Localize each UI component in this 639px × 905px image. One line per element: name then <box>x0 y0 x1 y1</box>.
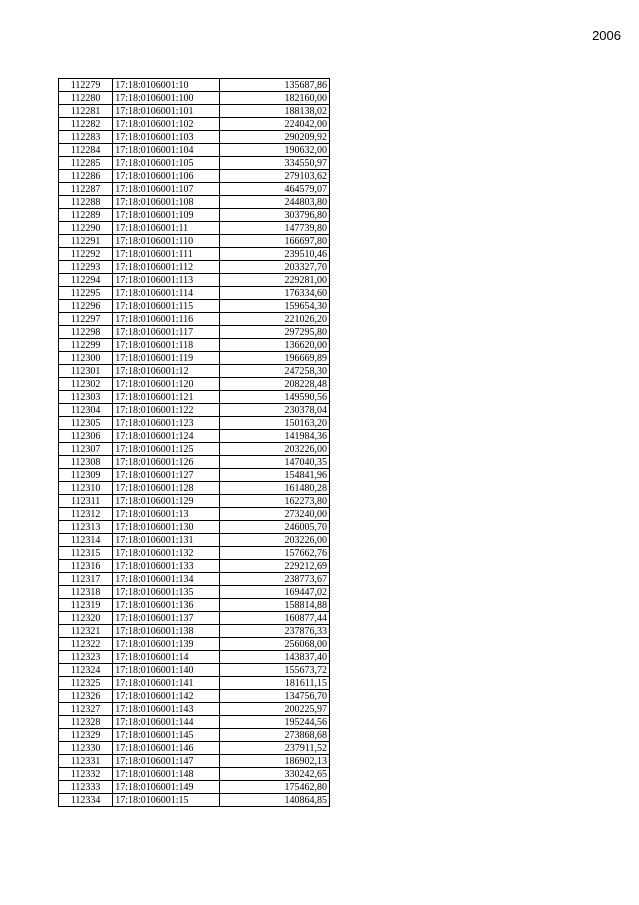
cadastral-number-cell: 17:18:0106001:137 <box>113 612 219 625</box>
value-cell: 154841,96 <box>219 469 330 482</box>
table-row <box>59 300 330 313</box>
row-number-cell: 112311 <box>59 495 113 508</box>
cadastral-number-cell: 17:18:0106001:149 <box>113 781 219 794</box>
value-cell: 157662,76 <box>219 547 330 560</box>
value-cell: 196669,89 <box>219 352 330 365</box>
table-row <box>59 586 330 599</box>
table-row <box>59 664 330 677</box>
value-cell: 273868,68 <box>219 729 330 742</box>
cadastral-number-cell: 17:18:0106001:103 <box>113 131 219 144</box>
table-row <box>59 378 330 391</box>
cadastral-number-cell: 17:18:0106001:125 <box>113 443 219 456</box>
cadastral-number-cell: 17:18:0106001:114 <box>113 287 219 300</box>
row-number-cell: 112310 <box>59 482 113 495</box>
row-number-cell: 112287 <box>59 183 113 196</box>
row-number-cell: 112292 <box>59 248 113 261</box>
table-row <box>59 170 330 183</box>
row-number-cell: 112319 <box>59 599 113 612</box>
value-cell: 147040,35 <box>219 456 330 469</box>
cadastral-number-cell: 17:18:0106001:148 <box>113 768 219 781</box>
row-number-cell: 112309 <box>59 469 113 482</box>
cadastral-number-cell: 17:18:0106001:100 <box>113 92 219 105</box>
cadastral-number-cell: 17:18:0106001:12 <box>113 365 219 378</box>
table-row <box>59 729 330 742</box>
cadastral-number-cell: 17:18:0106001:115 <box>113 300 219 313</box>
row-number-cell: 112299 <box>59 339 113 352</box>
table-body <box>59 79 330 807</box>
table-row <box>59 508 330 521</box>
row-number-cell: 112302 <box>59 378 113 391</box>
row-number-cell: 112333 <box>59 781 113 794</box>
cadastral-number-cell: 17:18:0106001:116 <box>113 313 219 326</box>
value-cell: 208228,48 <box>219 378 330 391</box>
value-cell: 256068,00 <box>219 638 330 651</box>
value-cell: 200225,97 <box>219 703 330 716</box>
table-row <box>59 703 330 716</box>
table-row <box>59 573 330 586</box>
value-cell: 175462,80 <box>219 781 330 794</box>
value-cell: 155673,72 <box>219 664 330 677</box>
value-cell: 229281,00 <box>219 274 330 287</box>
value-cell: 238773,67 <box>219 573 330 586</box>
row-number-cell: 112296 <box>59 300 113 313</box>
table-row <box>59 625 330 638</box>
table-row <box>59 144 330 157</box>
cadastral-number-cell: 17:18:0106001:142 <box>113 690 219 703</box>
row-number-cell: 112288 <box>59 196 113 209</box>
value-cell: 273240,00 <box>219 508 330 521</box>
value-cell: 182160,00 <box>219 92 330 105</box>
table-row <box>59 612 330 625</box>
row-number-cell: 112325 <box>59 677 113 690</box>
table-row <box>59 677 330 690</box>
cadastral-number-cell: 17:18:0106001:127 <box>113 469 219 482</box>
row-number-cell: 112312 <box>59 508 113 521</box>
row-number-cell: 112317 <box>59 573 113 586</box>
value-cell: 330242,65 <box>219 768 330 781</box>
cadastral-number-cell: 17:18:0106001:121 <box>113 391 219 404</box>
cadastral-number-cell: 17:18:0106001:141 <box>113 677 219 690</box>
page-number: 2006 <box>592 28 621 43</box>
row-number-cell: 112285 <box>59 157 113 170</box>
row-number-cell: 112322 <box>59 638 113 651</box>
table-row <box>59 443 330 456</box>
row-number-cell: 112313 <box>59 521 113 534</box>
table-row <box>59 521 330 534</box>
value-cell: 186902,13 <box>219 755 330 768</box>
row-number-cell: 112300 <box>59 352 113 365</box>
row-number-cell: 112332 <box>59 768 113 781</box>
cadastral-number-cell: 17:18:0106001:131 <box>113 534 219 547</box>
cadastral-number-cell: 17:18:0106001:126 <box>113 456 219 469</box>
table-row <box>59 755 330 768</box>
value-cell: 221026,20 <box>219 313 330 326</box>
cadastral-number-cell: 17:18:0106001:14 <box>113 651 219 664</box>
cadastral-number-cell: 17:18:0106001:144 <box>113 716 219 729</box>
table-row <box>59 638 330 651</box>
value-cell: 159654,30 <box>219 300 330 313</box>
value-cell: 464579,07 <box>219 183 330 196</box>
table-row <box>59 183 330 196</box>
cadastral-number-cell: 17:18:0106001:13 <box>113 508 219 521</box>
cadastral-number-cell: 17:18:0106001:140 <box>113 664 219 677</box>
value-cell: 247258,30 <box>219 365 330 378</box>
table-row <box>59 79 330 92</box>
cadastral-number-cell: 17:18:0106001:129 <box>113 495 219 508</box>
row-number-cell: 112331 <box>59 755 113 768</box>
row-number-cell: 112328 <box>59 716 113 729</box>
value-cell: 224042,00 <box>219 118 330 131</box>
row-number-cell: 112320 <box>59 612 113 625</box>
value-cell: 334550,97 <box>219 157 330 170</box>
table-row <box>59 157 330 170</box>
cadastral-value-table <box>58 78 330 807</box>
value-cell: 141984,36 <box>219 430 330 443</box>
cadastral-number-cell: 17:18:0106001:109 <box>113 209 219 222</box>
cadastral-number-cell: 17:18:0106001:101 <box>113 105 219 118</box>
table-row <box>59 534 330 547</box>
table-row <box>59 313 330 326</box>
row-number-cell: 112327 <box>59 703 113 716</box>
table-row <box>59 131 330 144</box>
row-number-cell: 112323 <box>59 651 113 664</box>
value-cell: 279103,62 <box>219 170 330 183</box>
table-row <box>59 482 330 495</box>
cadastral-number-cell: 17:18:0106001:119 <box>113 352 219 365</box>
value-cell: 147739,80 <box>219 222 330 235</box>
table-row <box>59 560 330 573</box>
cadastral-number-cell: 17:18:0106001:138 <box>113 625 219 638</box>
cadastral-number-cell: 17:18:0106001:130 <box>113 521 219 534</box>
row-number-cell: 112321 <box>59 625 113 638</box>
row-number-cell: 112279 <box>59 79 113 92</box>
cadastral-number-cell: 17:18:0106001:110 <box>113 235 219 248</box>
cadastral-number-cell: 17:18:0106001:118 <box>113 339 219 352</box>
value-cell: 203226,00 <box>219 443 330 456</box>
value-cell: 169447,02 <box>219 586 330 599</box>
table-row <box>59 495 330 508</box>
table-row <box>59 274 330 287</box>
table-row <box>59 339 330 352</box>
row-number-cell: 112293 <box>59 261 113 274</box>
table-row <box>59 287 330 300</box>
table-row <box>59 105 330 118</box>
row-number-cell: 112305 <box>59 417 113 430</box>
table-row <box>59 417 330 430</box>
value-cell: 237911,52 <box>219 742 330 755</box>
value-cell: 229212,69 <box>219 560 330 573</box>
value-cell: 149590,56 <box>219 391 330 404</box>
row-number-cell: 112308 <box>59 456 113 469</box>
row-number-cell: 112283 <box>59 131 113 144</box>
table-row <box>59 326 330 339</box>
cadastral-number-cell: 17:18:0106001:124 <box>113 430 219 443</box>
value-cell: 140864,85 <box>219 794 330 807</box>
value-cell: 176334,60 <box>219 287 330 300</box>
cadastral-number-cell: 17:18:0106001:139 <box>113 638 219 651</box>
cadastral-number-cell: 17:18:0106001:11 <box>113 222 219 235</box>
cadastral-number-cell: 17:18:0106001:134 <box>113 573 219 586</box>
value-cell: 160877,44 <box>219 612 330 625</box>
row-number-cell: 112294 <box>59 274 113 287</box>
value-cell: 150163,20 <box>219 417 330 430</box>
cadastral-number-cell: 17:18:0106001:132 <box>113 547 219 560</box>
row-number-cell: 112318 <box>59 586 113 599</box>
value-cell: 143837,40 <box>219 651 330 664</box>
cadastral-number-cell: 17:18:0106001:123 <box>113 417 219 430</box>
table-row <box>59 716 330 729</box>
value-cell: 134756,70 <box>219 690 330 703</box>
row-number-cell: 112303 <box>59 391 113 404</box>
table-row <box>59 469 330 482</box>
row-number-cell: 112297 <box>59 313 113 326</box>
table-row <box>59 235 330 248</box>
value-cell: 195244,56 <box>219 716 330 729</box>
table-row <box>59 404 330 417</box>
row-number-cell: 112326 <box>59 690 113 703</box>
table-row <box>59 209 330 222</box>
value-cell: 237876,33 <box>219 625 330 638</box>
value-cell: 239510,46 <box>219 248 330 261</box>
row-number-cell: 112330 <box>59 742 113 755</box>
value-cell: 246005,70 <box>219 521 330 534</box>
value-cell: 166697,80 <box>219 235 330 248</box>
value-cell: 136620,00 <box>219 339 330 352</box>
cadastral-number-cell: 17:18:0106001:102 <box>113 118 219 131</box>
table-row <box>59 768 330 781</box>
table-row <box>59 547 330 560</box>
row-number-cell: 112291 <box>59 235 113 248</box>
row-number-cell: 112284 <box>59 144 113 157</box>
table-row <box>59 794 330 807</box>
cadastral-number-cell: 17:18:0106001:117 <box>113 326 219 339</box>
cadastral-number-cell: 17:18:0106001:113 <box>113 274 219 287</box>
row-number-cell: 112307 <box>59 443 113 456</box>
cadastral-number-cell: 17:18:0106001:111 <box>113 248 219 261</box>
table-row <box>59 196 330 209</box>
row-number-cell: 112290 <box>59 222 113 235</box>
table-row <box>59 391 330 404</box>
cadastral-number-cell: 17:18:0106001:104 <box>113 144 219 157</box>
table-row <box>59 651 330 664</box>
table-row <box>59 261 330 274</box>
table-row <box>59 742 330 755</box>
cadastral-number-cell: 17:18:0106001:135 <box>113 586 219 599</box>
table-row <box>59 248 330 261</box>
value-cell: 162273,80 <box>219 495 330 508</box>
table-row <box>59 365 330 378</box>
cadastral-number-cell: 17:18:0106001:136 <box>113 599 219 612</box>
row-number-cell: 112314 <box>59 534 113 547</box>
cadastral-number-cell: 17:18:0106001:10 <box>113 79 219 92</box>
cadastral-number-cell: 17:18:0106001:107 <box>113 183 219 196</box>
cadastral-number-cell: 17:18:0106001:112 <box>113 261 219 274</box>
table-row <box>59 690 330 703</box>
value-cell: 290209,92 <box>219 131 330 144</box>
value-cell: 230378,04 <box>219 404 330 417</box>
cadastral-number-cell: 17:18:0106001:128 <box>113 482 219 495</box>
row-number-cell: 112316 <box>59 560 113 573</box>
table-row <box>59 430 330 443</box>
row-number-cell: 112329 <box>59 729 113 742</box>
cadastral-number-cell: 17:18:0106001:143 <box>113 703 219 716</box>
cadastral-number-cell: 17:18:0106001:15 <box>113 794 219 807</box>
row-number-cell: 112282 <box>59 118 113 131</box>
value-cell: 158814,88 <box>219 599 330 612</box>
cadastral-number-cell: 17:18:0106001:106 <box>113 170 219 183</box>
cadastral-number-cell: 17:18:0106001:122 <box>113 404 219 417</box>
row-number-cell: 112301 <box>59 365 113 378</box>
value-cell: 135687,86 <box>219 79 330 92</box>
value-cell: 181611,15 <box>219 677 330 690</box>
table-row <box>59 456 330 469</box>
row-number-cell: 112281 <box>59 105 113 118</box>
value-cell: 203327,70 <box>219 261 330 274</box>
cadastral-number-cell: 17:18:0106001:147 <box>113 755 219 768</box>
table-row <box>59 781 330 794</box>
cadastral-number-cell: 17:18:0106001:146 <box>113 742 219 755</box>
value-cell: 303796,80 <box>219 209 330 222</box>
cadastral-number-cell: 17:18:0106001:105 <box>113 157 219 170</box>
cadastral-number-cell: 17:18:0106001:120 <box>113 378 219 391</box>
table-row <box>59 599 330 612</box>
value-cell: 244803,80 <box>219 196 330 209</box>
row-number-cell: 112304 <box>59 404 113 417</box>
row-number-cell: 112306 <box>59 430 113 443</box>
row-number-cell: 112280 <box>59 92 113 105</box>
row-number-cell: 112286 <box>59 170 113 183</box>
value-cell: 297295,80 <box>219 326 330 339</box>
value-cell: 203226,00 <box>219 534 330 547</box>
cadastral-number-cell: 17:18:0106001:133 <box>113 560 219 573</box>
row-number-cell: 112334 <box>59 794 113 807</box>
cadastral-number-cell: 17:18:0106001:145 <box>113 729 219 742</box>
value-cell: 188138,02 <box>219 105 330 118</box>
table-row <box>59 222 330 235</box>
row-number-cell: 112324 <box>59 664 113 677</box>
table-row <box>59 118 330 131</box>
row-number-cell: 112315 <box>59 547 113 560</box>
cadastral-number-cell: 17:18:0106001:108 <box>113 196 219 209</box>
table-row <box>59 352 330 365</box>
value-cell: 161480,28 <box>219 482 330 495</box>
value-cell: 190632,00 <box>219 144 330 157</box>
row-number-cell: 112295 <box>59 287 113 300</box>
table-row <box>59 92 330 105</box>
row-number-cell: 112289 <box>59 209 113 222</box>
row-number-cell: 112298 <box>59 326 113 339</box>
